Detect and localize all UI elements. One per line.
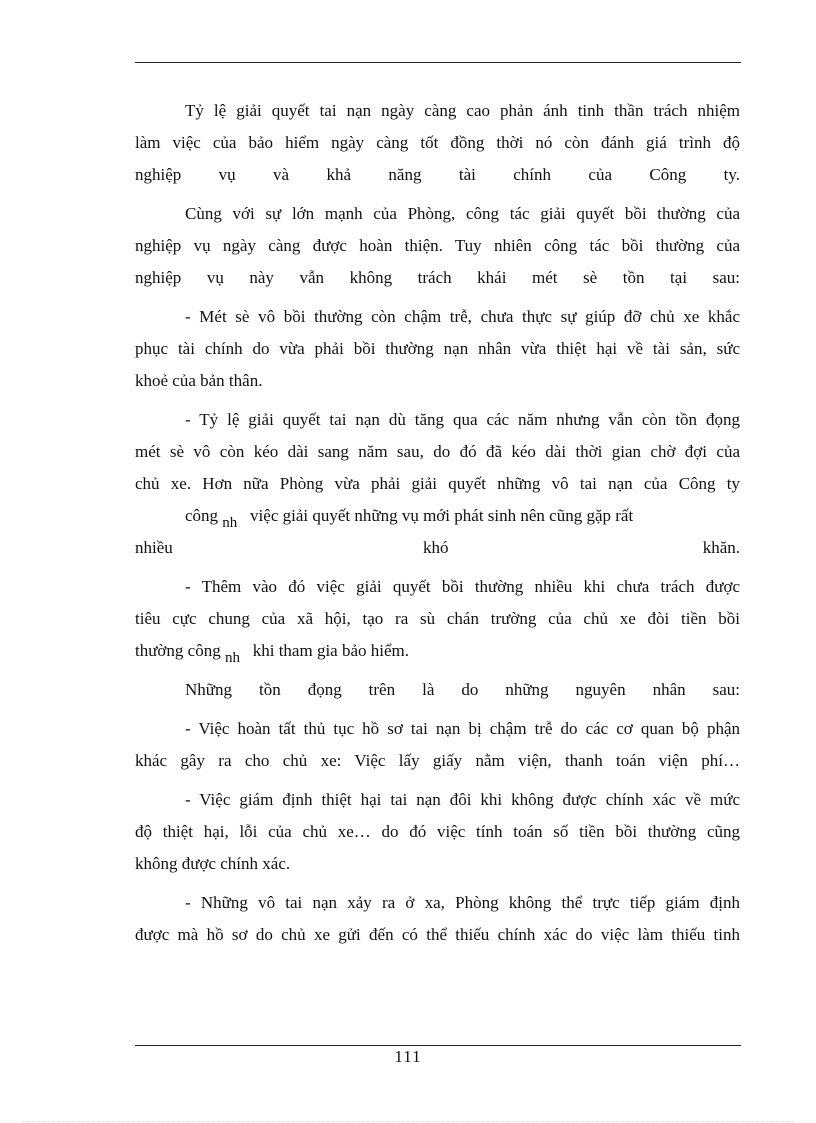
text-line: tiêu cực chung của xã hội, tạo ra sù chán trường của chủ xe đòi tiền bồi bbox=[135, 609, 740, 628]
subscript-fragment: nh bbox=[222, 515, 238, 531]
text-fragment: khăn. bbox=[702, 538, 740, 557]
text-line: Cùng với sự lớn mạnh của Phòng, công tác giải quyết bồi thường của bbox=[185, 204, 740, 223]
text-line: khoẻ của bản thân. bbox=[135, 371, 263, 390]
text-line: - Việc giám định thiệt hại tai nạn đôi khi không được chính xác về mức bbox=[185, 790, 740, 809]
bullet-backlog bbox=[135, 404, 740, 564]
text-line: nghiệp vụ này vẫn không trách khái mét sè tồn tại sau: bbox=[135, 268, 740, 287]
paragraph-causes-intro bbox=[135, 674, 740, 706]
text-line: phục tài chính do vừa phải bồi thường nạn nhân vừa thiệt hại về tài sản, sức bbox=[135, 339, 740, 358]
text-line: Tỷ lệ giải quyết tai nạn ngày càng cao phản ánh tinh thần trách nhiệm bbox=[185, 101, 740, 120]
bullet-slow-compensation bbox=[135, 301, 740, 397]
text-line: Những tồn đọng trên là do những nguyên nhân sau: bbox=[185, 680, 740, 699]
text-line: nghiệp vụ ngày càng được hoàn thiện. Tuy nhiên công tác bồi thường của bbox=[135, 236, 740, 255]
text-fragment: việc giải quyết những vụ mới phát sinh nên cũng gặp rất bbox=[250, 506, 634, 525]
text-line: - Việc hoàn tất thủ tục hồ sơ tai nạn bị chậm trễ do các cơ quan bộ phận bbox=[185, 719, 740, 738]
text-line: - Thêm vào đó việc giải quyết bồi thường nhiều khi chưa trách được bbox=[185, 577, 740, 596]
text-line: - Những vô tai nạn xảy ra ở xa, Phòng không thể trực tiếp giám định bbox=[185, 893, 740, 912]
bullet-negativity bbox=[135, 571, 740, 667]
text-fragment: khó bbox=[423, 538, 449, 557]
text-line bbox=[135, 500, 740, 532]
text-fragment: khi tham gia bảo hiểm. bbox=[252, 641, 410, 660]
text-line: chủ xe. Hơn nữa Phòng vừa phải giải quyết những vô tai nạn của Công ty bbox=[135, 474, 740, 493]
text-line: khác gây ra cho chủ xe: Việc lấy giấy nằm viện, thanh toán viện phí… bbox=[135, 751, 740, 770]
text-line bbox=[135, 635, 740, 667]
text-line: mét sè vô còn kéo dài sang năm sau, do đó đã kéo dài thời gian chờ đợi của bbox=[135, 442, 740, 461]
bullet-paperwork bbox=[135, 713, 740, 777]
text-fragment: công bbox=[185, 506, 219, 525]
text-fragment: thường công bbox=[135, 641, 221, 660]
text-line: độ thiệt hại, lỗi của chủ xe… do đó việc tính toán số tiền bồi thường cũng bbox=[135, 822, 740, 841]
page-number: 111 bbox=[394, 1047, 422, 1066]
text-line-spread bbox=[135, 532, 740, 564]
text-line: - Tỷ lệ giải quyết tai nạn dù tăng qua các năm nhưng vẫn còn tồn đọng bbox=[185, 410, 740, 429]
document-body bbox=[135, 95, 740, 958]
text-line: được mà hồ sơ do chủ xe gửi đến có thể thiếu chính xác do việc làm thiếu tinh bbox=[135, 925, 740, 944]
subscript-fragment: nh bbox=[224, 650, 240, 666]
bullet-assessment bbox=[135, 784, 740, 880]
bullet-remote-accidents bbox=[135, 887, 740, 951]
page-edge bbox=[22, 1121, 794, 1122]
text-fragment: nhiều bbox=[135, 538, 173, 557]
paragraph-department-growth bbox=[135, 198, 740, 294]
text-line: nghiệp vụ và khả năng tài chính của Công ty. bbox=[135, 165, 740, 184]
text-line: không được chính xác. bbox=[135, 854, 291, 873]
text-line: làm việc của bảo hiểm ngày càng tốt đồng thời nó còn đánh giá trình độ bbox=[135, 133, 740, 152]
paragraph-claim-ratio bbox=[135, 95, 740, 191]
text-line: - Mét sè vô bồi thường còn chậm trễ, chưa thực sự giúp đỡ chủ xe khắc bbox=[185, 307, 740, 326]
header-rule bbox=[135, 62, 741, 63]
footer-rule bbox=[135, 1045, 741, 1046]
